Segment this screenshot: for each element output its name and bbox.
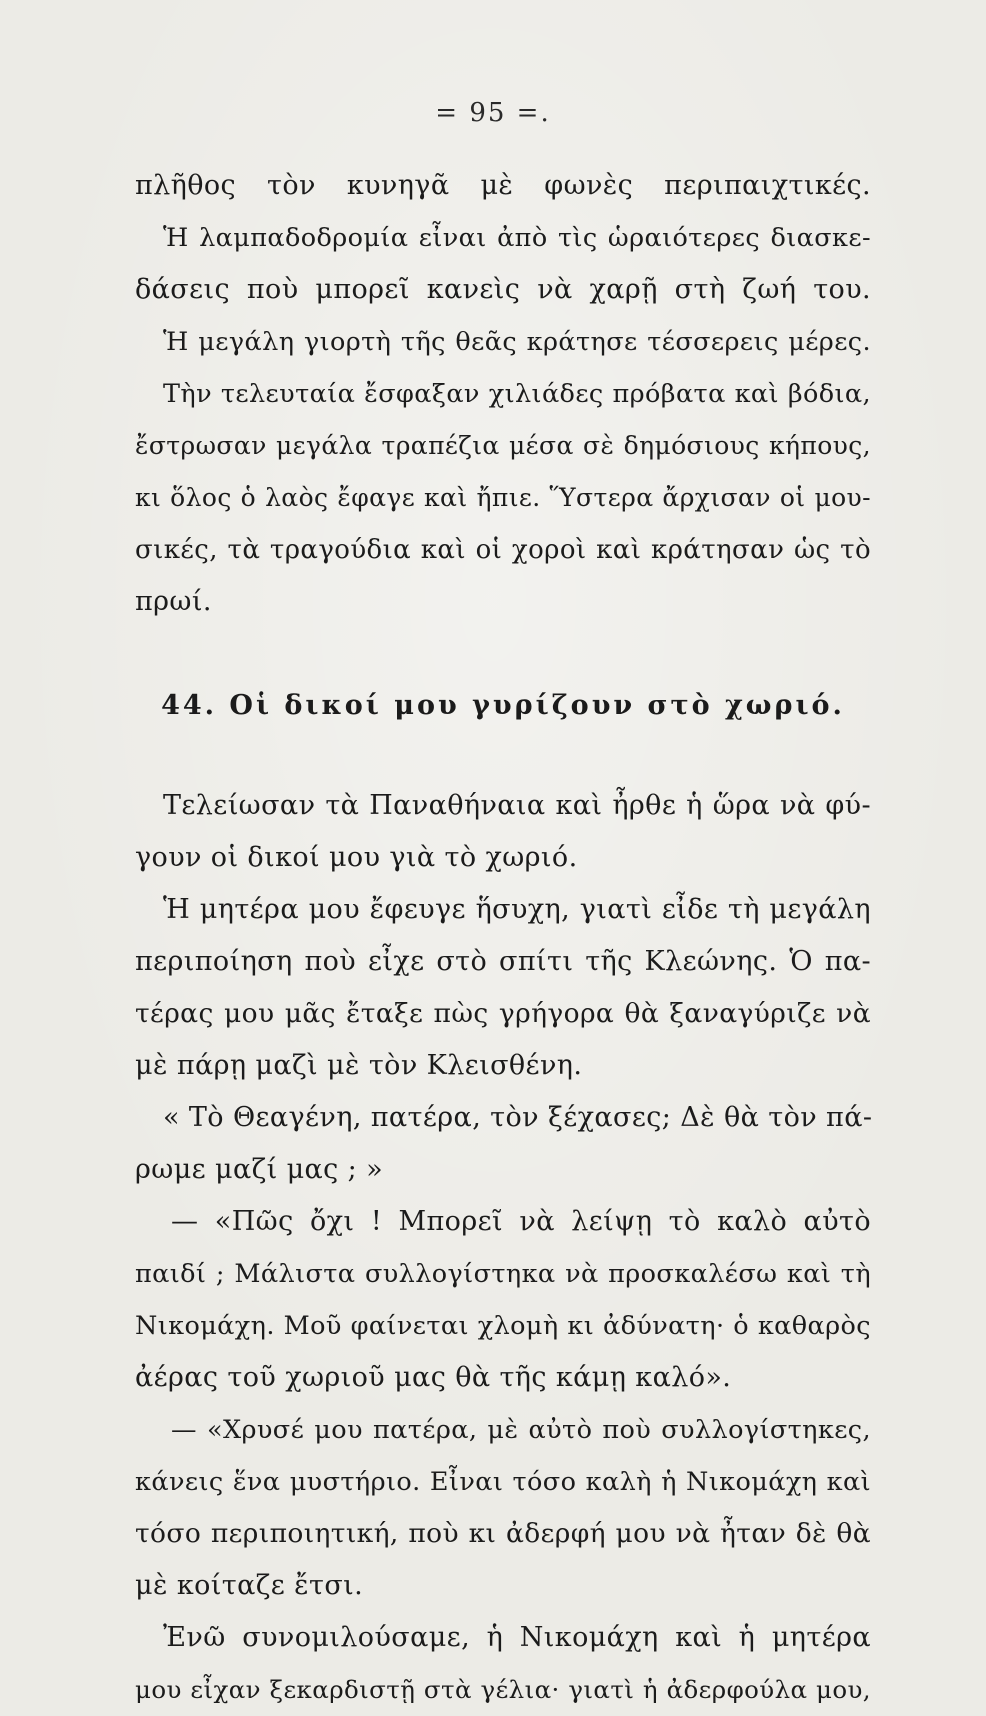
text-line: περιποίηση ποὺ εἶχε στὸ σπίτι τῆς Κλεώνης. Ὁ πα- (135, 946, 871, 977)
text-line: — «Πῶς ὄχι ! Μπορεῖ νὰ λείψῃ τὸ καλὸ αὐτὸ (171, 1206, 871, 1237)
text-line: δάσεις ποὺ μπορεῖ κανεὶς νὰ χαρῇ στὴ ζωή του. (135, 274, 871, 305)
text-line: κάνεις ἕνα μυστήριο. Εἶναι τόσο καλὴ ἡ Νικομάχη καὶ (135, 1467, 871, 1497)
text-line: Ἡ λαμπαδοδρομία εἶναι ἀπὸ τὶς ὡραιότερες διασκε- (163, 223, 871, 253)
section-heading: 44. Οἱ δικοί μου γυρίζουν στὸ χωριό. (161, 690, 845, 721)
page-number: = 95 =. (435, 98, 551, 128)
text-line: ρωμε μαζί μας ; » (135, 1154, 384, 1185)
text-line: μου εἶχαν ξεκαρδιστῇ στὰ γέλια· γιατὶ ἡ ἀδερφούλα μου, (135, 1675, 871, 1704)
text-line: « Τὸ Θεαγένη, πατέρα, τὸν ξέχασες; Δὲ θὰ τὸν πά- (163, 1102, 873, 1133)
text-line: γουν οἱ δικοί μου γιὰ τὸ χωριό. (135, 842, 578, 873)
body-text (135, 160, 871, 1716)
text-line: σικές, τὰ τραγούδια καὶ οἱ χοροὶ καὶ κράτησαν ὡς τὸ (135, 535, 871, 565)
text-line: πρωί. (135, 586, 212, 617)
paragraph-1 (135, 160, 871, 628)
text-line: κι ὅλος ὁ λαὸς ἔφαγε καὶ ἤπιε. Ὕστερα ἄρχισαν οἱ μου- (135, 483, 871, 512)
text-line: ἔστρωσαν μεγάλα τραπέζια μέσα σὲ δημόσιους κήπους, (135, 431, 871, 460)
text-line: Ἡ μητέρα μου ἔφευγε ἥσυχη, γιατὶ εἶδε τὴ μεγάλη (163, 894, 871, 925)
text-line: Τὴν τελευταία ἔσφαξαν χιλιάδες πρόβατα καὶ βόδια, (163, 379, 871, 409)
text-line: — «Χρυσέ μου πατέρα, μὲ αὐτὸ ποὺ συλλογίστηκες, (171, 1415, 871, 1445)
text-line: τόσο περιποιητική, ποὺ κι ἀδερφή μου νὰ ἦταν δὲ θὰ (135, 1518, 871, 1549)
text-line: τέρας μου μᾶς ἔταξε πὼς γρήγορα θὰ ξαναγύριζε νὰ (135, 998, 871, 1029)
text-line: μὲ πάρῃ μαζὶ μὲ τὸν Κλεισθένη. (135, 1050, 583, 1081)
text-line: Ἐνῶ συνομιλούσαμε, ἡ Νικομάχη καὶ ἡ μητέρα (163, 1622, 871, 1653)
text-line: πλῆθος τὸν κυνηγᾶ μὲ φωνὲς περιπαιχτικές. (135, 170, 871, 201)
text-line: Νικομάχη. Μοῦ φαίνεται χλομὴ κι ἀδύνατη· ὁ καθαρὸς (135, 1311, 871, 1341)
text-line: Ἡ μεγάλη γιορτὴ τῆς θεᾶς κράτησε τέσσερεις μέρες. (163, 327, 871, 357)
text-line: μὲ κοίταζε ἔτσι. (135, 1570, 364, 1601)
text-line: Τελείωσαν τὰ Παναθήναια καὶ ἦρθε ἡ ὥρα νὰ φύ- (163, 790, 871, 821)
text-line: ἀέρας τοῦ χωριοῦ μας θὰ τῆς κάμῃ καλό». (135, 1362, 732, 1393)
text-line: παιδί ; Μάλιστα συλλογίστηκα νὰ προσκαλέσω καὶ τὴ (135, 1259, 871, 1289)
paragraph-2 (135, 780, 871, 1716)
